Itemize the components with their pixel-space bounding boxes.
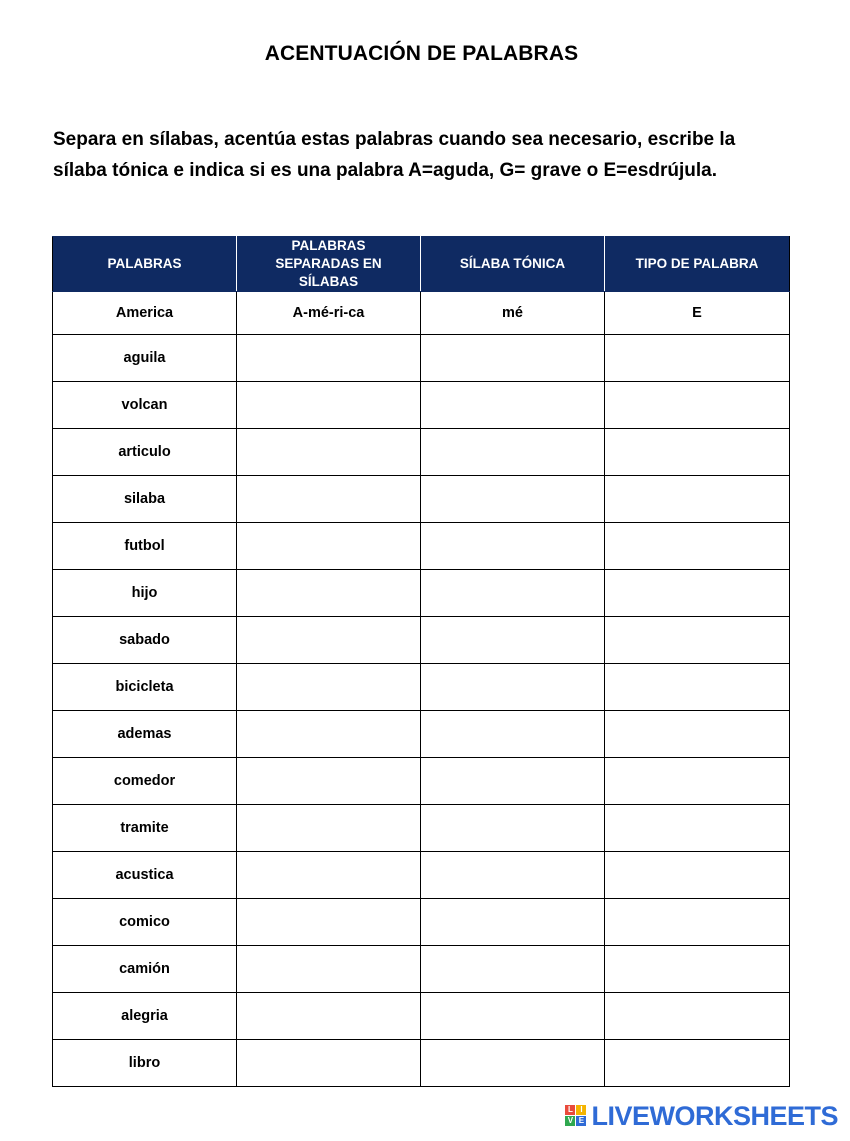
type-answer-cell[interactable]: [605, 758, 790, 805]
table-row: [53, 946, 790, 993]
word-cell: hijo: [53, 570, 237, 617]
word-cell: sabado: [53, 617, 237, 664]
syllables-answer-cell[interactable]: [237, 429, 421, 476]
syllables-answer-cell[interactable]: [237, 711, 421, 758]
table-row: [53, 993, 790, 1040]
page-title: ACENTUACIÓN DE PALABRAS: [264, 42, 579, 65]
word-cell: volcan: [53, 382, 237, 429]
tonic-answer-cell[interactable]: [421, 1040, 605, 1087]
table-row: [53, 476, 790, 523]
type-answer-cell[interactable]: [605, 805, 790, 852]
tonic-answer-cell[interactable]: [421, 946, 605, 993]
tonic-answer-cell[interactable]: [421, 664, 605, 711]
example-type: E: [605, 292, 790, 335]
syllables-answer-cell[interactable]: [237, 993, 421, 1040]
word-cell: camión: [53, 946, 237, 993]
instructions-text: Separa en sílabas, acentúa estas palabras cuando sea necesario, escribe la sílaba tónica e indica si es una palabra A=aguda, G= grave o E=esdrújula.: [53, 129, 736, 181]
example-word: America: [53, 292, 237, 335]
table-row: [53, 805, 790, 852]
table-row: [53, 1040, 790, 1087]
header-silaba-tonica: SÍLABA TÓNICA: [421, 237, 605, 292]
type-answer-cell[interactable]: [605, 335, 790, 382]
word-cell: tramite: [53, 805, 237, 852]
syllables-answer-cell[interactable]: [237, 852, 421, 899]
table-row: [53, 899, 790, 946]
tonic-answer-cell[interactable]: [421, 617, 605, 664]
table-row: [53, 664, 790, 711]
word-cell: ademas: [53, 711, 237, 758]
table-row: [53, 758, 790, 805]
tonic-answer-cell[interactable]: [421, 382, 605, 429]
word-cell: bicicleta: [53, 664, 237, 711]
table-row: [53, 711, 790, 758]
word-cell: comico: [53, 899, 237, 946]
table-row: [53, 523, 790, 570]
type-answer-cell[interactable]: [605, 993, 790, 1040]
header-separadas: PALABRAS SEPARADAS EN SÍLABAS: [237, 237, 421, 292]
type-answer-cell[interactable]: [605, 899, 790, 946]
type-answer-cell[interactable]: [605, 1040, 790, 1087]
tonic-answer-cell[interactable]: [421, 852, 605, 899]
type-answer-cell[interactable]: [605, 711, 790, 758]
syllables-answer-cell[interactable]: [237, 805, 421, 852]
table-row: [53, 852, 790, 899]
syllables-answer-cell[interactable]: [237, 946, 421, 993]
word-cell: futbol: [53, 523, 237, 570]
tonic-answer-cell[interactable]: [421, 523, 605, 570]
word-cell: comedor: [53, 758, 237, 805]
word-cell: silaba: [53, 476, 237, 523]
syllables-answer-cell[interactable]: [237, 382, 421, 429]
type-answer-cell[interactable]: [605, 523, 790, 570]
syllables-answer-cell[interactable]: [237, 335, 421, 382]
word-cell: libro: [53, 1040, 237, 1087]
syllables-answer-cell[interactable]: [237, 1040, 421, 1087]
word-cell: aguila: [53, 335, 237, 382]
liveworksheets-mark-icon: L I V E: [565, 1105, 587, 1127]
syllables-answer-cell[interactable]: [237, 476, 421, 523]
header-tipo: TIPO DE PALABRA: [605, 237, 790, 292]
word-cell: alegria: [53, 993, 237, 1040]
type-answer-cell[interactable]: [605, 664, 790, 711]
type-answer-cell[interactable]: [605, 617, 790, 664]
word-cell: articulo: [53, 429, 237, 476]
syllables-answer-cell[interactable]: [237, 758, 421, 805]
type-answer-cell[interactable]: [605, 570, 790, 617]
syllables-answer-cell[interactable]: [237, 617, 421, 664]
example-row: [53, 292, 790, 335]
tonic-answer-cell[interactable]: [421, 335, 605, 382]
liveworksheets-logo: [565, 1101, 838, 1131]
brand-name: LIVEWORKSHEETS: [591, 1100, 838, 1131]
tonic-answer-cell[interactable]: [421, 476, 605, 523]
tonic-answer-cell[interactable]: [421, 758, 605, 805]
syllables-answer-cell[interactable]: [237, 523, 421, 570]
table-row: [53, 335, 790, 382]
type-answer-cell[interactable]: [605, 382, 790, 429]
syllables-answer-cell[interactable]: [237, 570, 421, 617]
tonic-answer-cell[interactable]: [421, 570, 605, 617]
type-answer-cell[interactable]: [605, 852, 790, 899]
type-answer-cell[interactable]: [605, 946, 790, 993]
tonic-answer-cell[interactable]: [421, 993, 605, 1040]
table-row: [53, 617, 790, 664]
type-answer-cell[interactable]: [605, 476, 790, 523]
example-syllables: A-mé-ri-ca: [237, 292, 421, 335]
type-answer-cell[interactable]: [605, 429, 790, 476]
syllables-answer-cell[interactable]: [237, 664, 421, 711]
tonic-answer-cell[interactable]: [421, 805, 605, 852]
worksheet-table: [52, 236, 790, 1087]
table-row: [53, 570, 790, 617]
tonic-answer-cell[interactable]: [421, 429, 605, 476]
syllables-answer-cell[interactable]: [237, 899, 421, 946]
tonic-answer-cell[interactable]: [421, 899, 605, 946]
tonic-answer-cell[interactable]: [421, 711, 605, 758]
header-palabras: PALABRAS: [53, 237, 237, 292]
table-row: [53, 382, 790, 429]
table-header-row: [53, 237, 790, 292]
word-cell: acustica: [53, 852, 237, 899]
example-tonic: mé: [421, 292, 605, 335]
table-row: [53, 429, 790, 476]
